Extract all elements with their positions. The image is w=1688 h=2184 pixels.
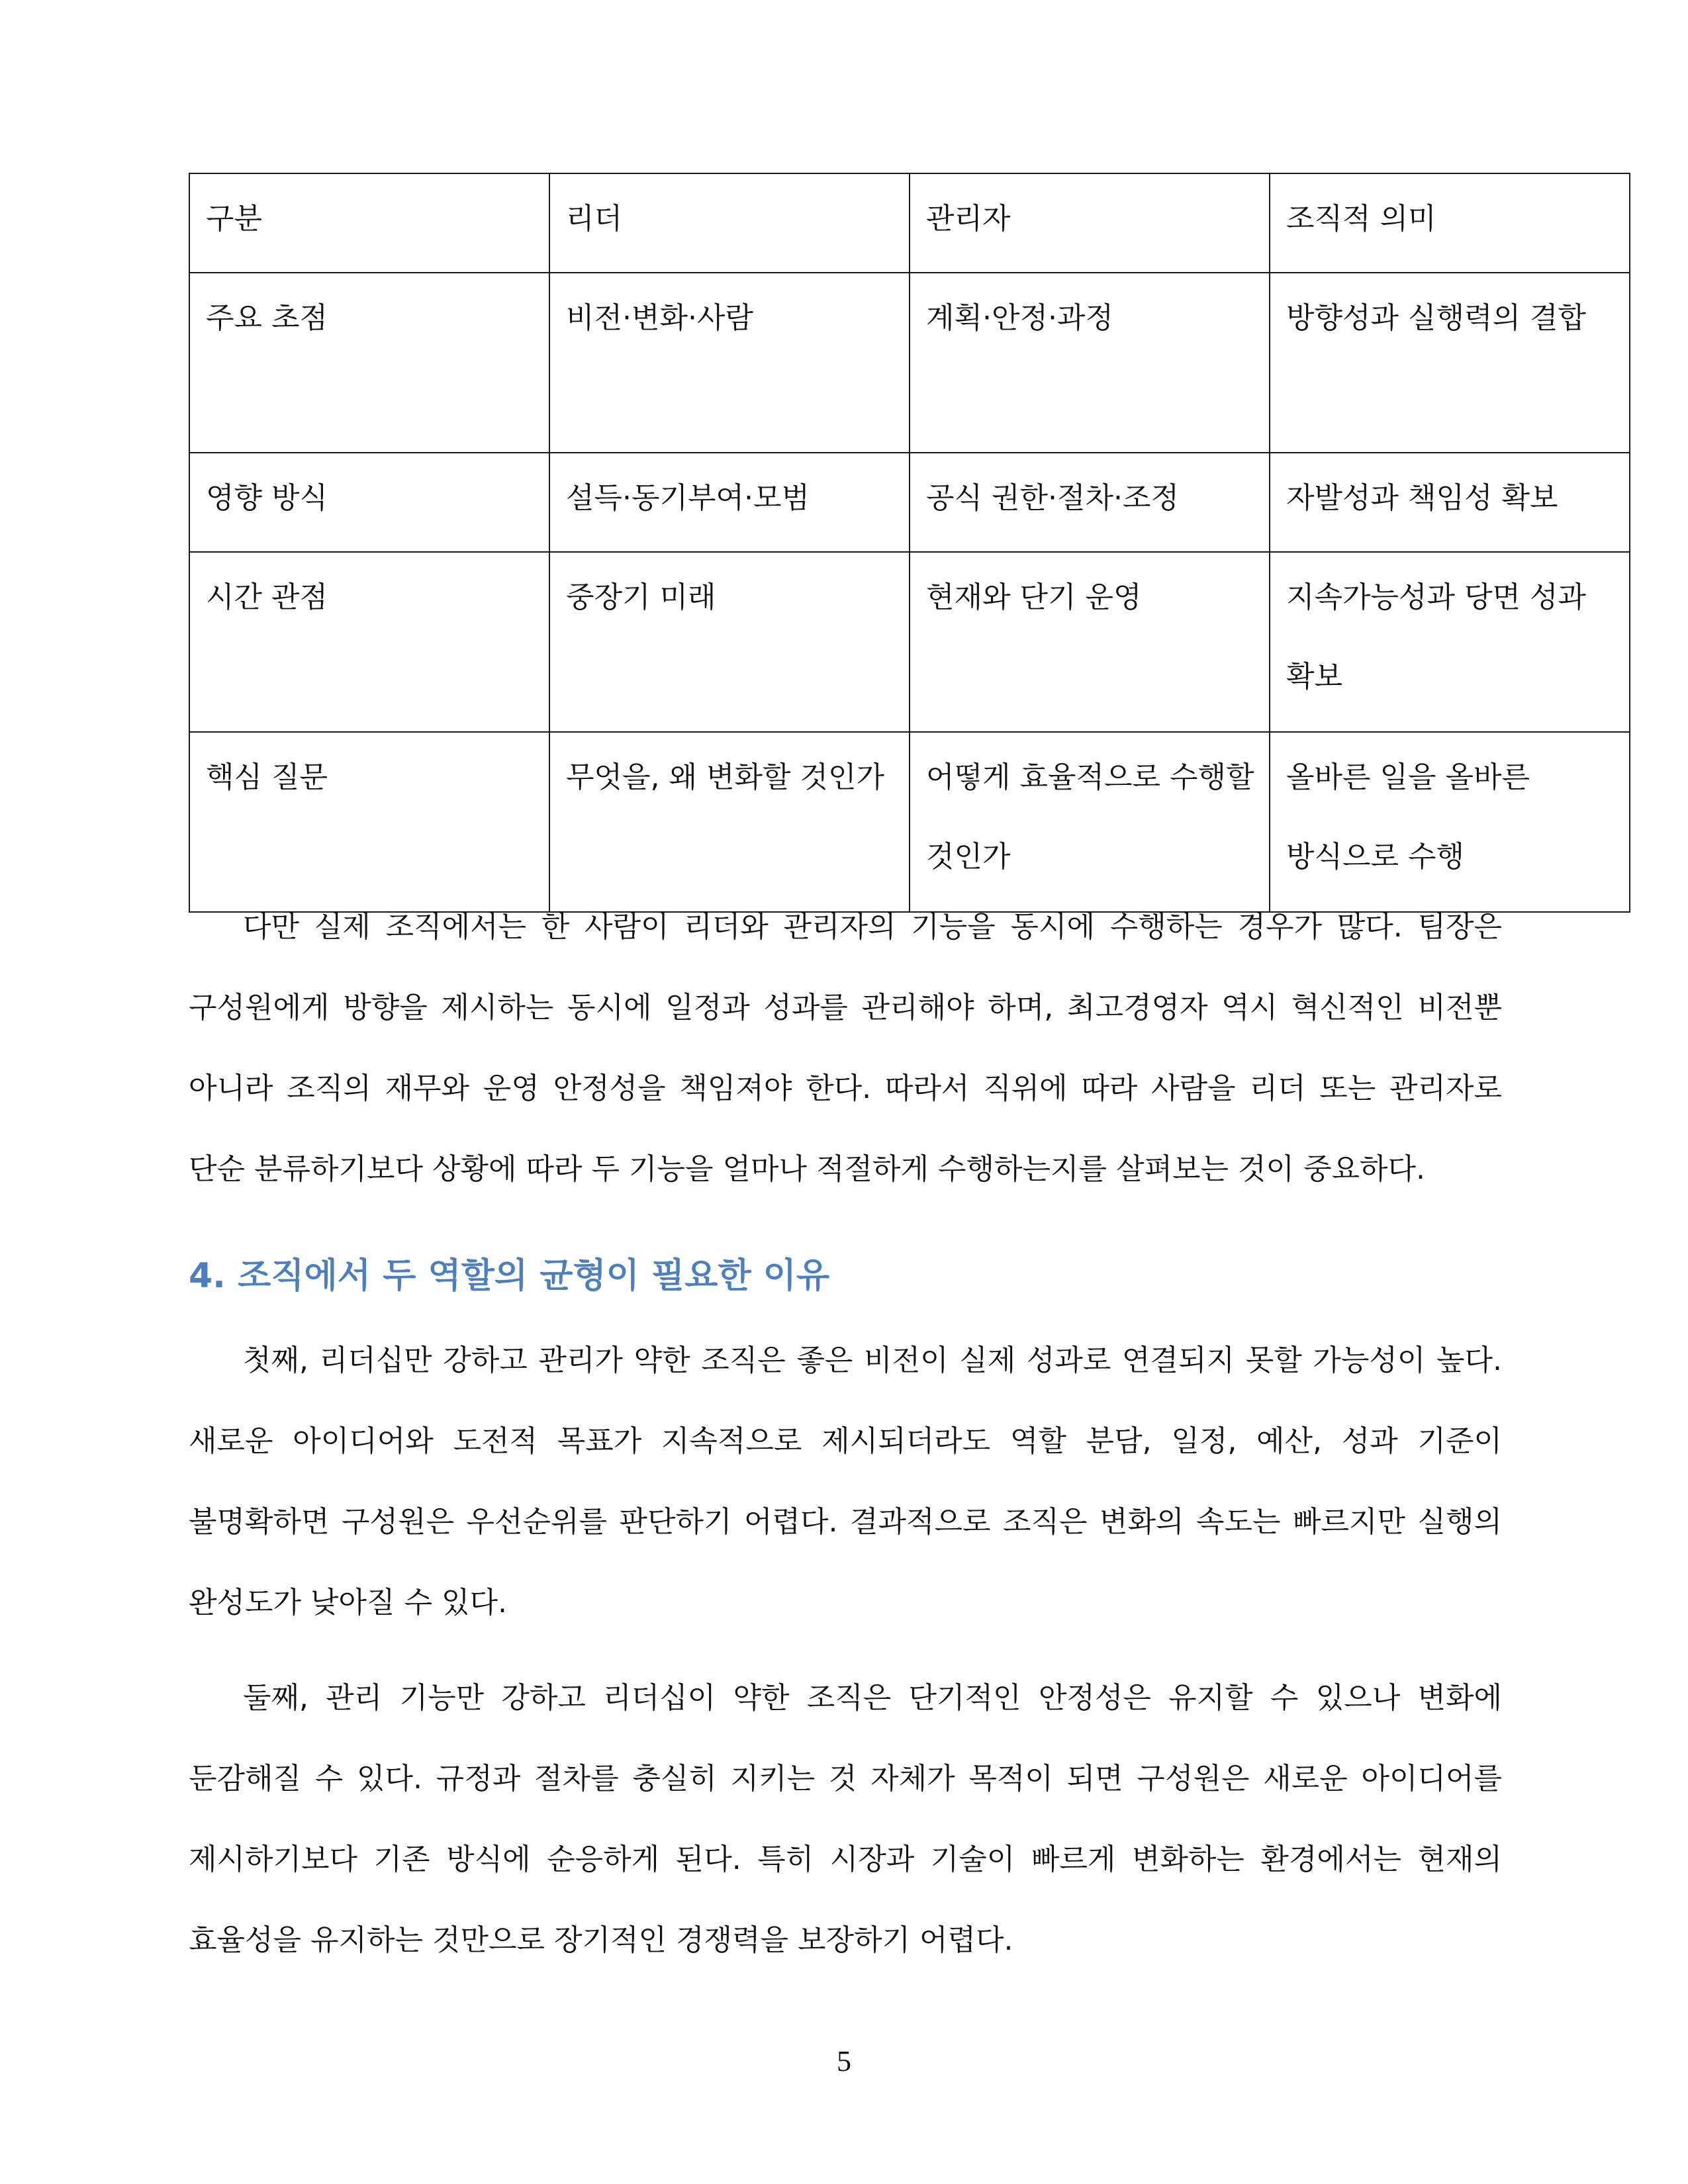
body-paragraph: 다만 실제 조직에서는 한 사람이 리더와 관리자의 기능을 동시에 수행하는 경우가 많다. 팀장은 구성원에게 방향을 제시하는 동시에 일정과 성과를 관리해야 하며, 최고경영자 역시 혁신적인 비전뿐 아니라 조직의 재무와 운영 안정성을 책임져야 한다. 따라서 직위에 따라 사람을 리더 또는 관리자로 단순 분류하기보다 상황에 따라 두 기능을 얼마나 적절하게 수행하는지를 살펴보는 것이 중요하다. xyxy=(189,910,1502,1186)
table-row xyxy=(189,273,1630,453)
table-cell: 핵심 질문 xyxy=(189,732,549,912)
table-cell: 시간 관점 xyxy=(189,552,549,732)
table-cell: 현재와 단기 운영 xyxy=(910,552,1270,732)
table-cell: 설득·동기부여·모범 xyxy=(549,453,910,552)
table-cell: 중장기 미래 xyxy=(549,552,910,732)
table-header-cell: 리더 xyxy=(549,173,910,273)
table-cell: 방향성과 실행력의 결합 xyxy=(1270,273,1630,453)
table-header-cell: 관리자 xyxy=(910,173,1270,273)
section-heading: 4. 조직에서 두 역할의 균형이 필요한 이유 xyxy=(189,1256,830,1296)
table-row xyxy=(189,453,1630,552)
table-cell: 비전·변화·사람 xyxy=(549,273,910,453)
comparison-table xyxy=(189,173,1630,913)
table-cell: 어떻게 효율적으로 수행할 것인가 xyxy=(910,732,1270,912)
body-paragraph: 첫째, 리더십만 강하고 관리가 약한 조직은 좋은 비전이 실제 성과로 연결되지 못할 가능성이 높다. 새로운 아이디어와 도전적 목표가 지속적으로 제시되더라도 역할 분담, 일정, 예산, 성과 기준이 불명확하면 구성원은 우선순위를 판단하기 어렵다. 결과적으로 조직은 변화의 속도는 빠르지만 실행의 완성도가 낮아질 수 있다. xyxy=(189,1343,1502,1619)
table-header-cell: 조직적 의미 xyxy=(1270,173,1630,273)
table-cell: 지속가능성과 당면 성과 확보 xyxy=(1270,552,1630,732)
table-cell: 주요 초점 xyxy=(189,273,549,453)
body-paragraph: 둘째, 관리 기능만 강하고 리더십이 약한 조직은 단기적인 안정성은 유지할 수 있으나 변화에 둔감해질 수 있다. 규정과 절차를 충실히 지키는 것 자체가 목적이 되면 구성원은 새로운 아이디어를 제시하기보다 기존 방식에 순응하게 된다. 특히 시장과 기술이 빠르게 변화하는 환경에서는 현재의 효율성을 유지하는 것만으로 장기적인 경쟁력을 보장하기 어렵다. xyxy=(189,1681,1502,1957)
table-header-row xyxy=(189,173,1630,273)
table-row xyxy=(189,552,1630,732)
table-cell: 영향 방식 xyxy=(189,453,549,552)
table-cell: 무엇을, 왜 변화할 것인가 xyxy=(549,732,910,912)
table-header-cell: 구분 xyxy=(189,173,549,273)
page-number: 5 xyxy=(837,2045,851,2077)
table-cell: 계획·안정·과정 xyxy=(910,273,1270,453)
table-cell: 올바른 일을 올바른 방식으로 수행 xyxy=(1270,732,1630,912)
table-cell: 자발성과 책임성 확보 xyxy=(1270,453,1630,552)
table-row xyxy=(189,732,1630,912)
table-cell: 공식 권한·절차·조정 xyxy=(910,453,1270,552)
